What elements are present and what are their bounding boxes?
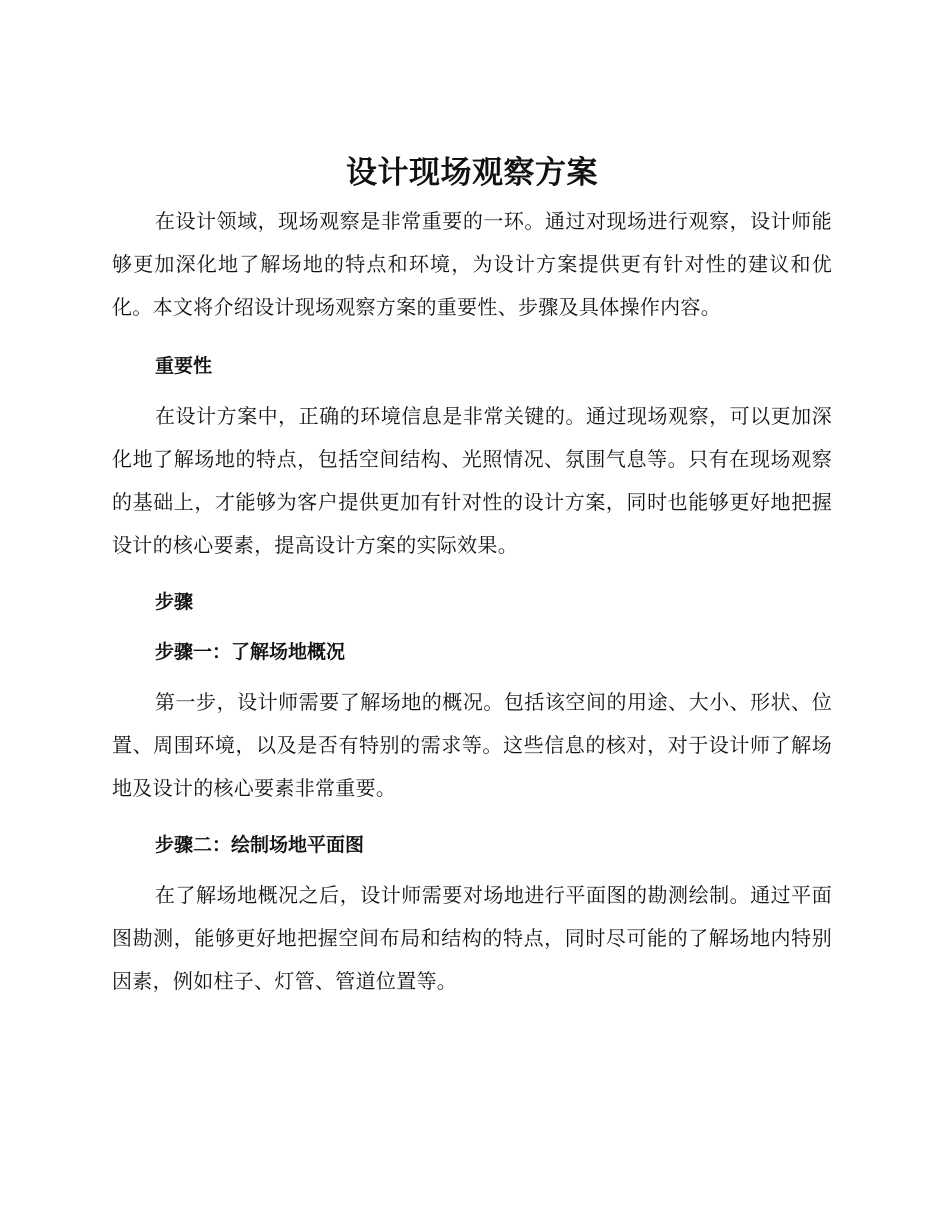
section-body-step-one: 第一步，设计师需要了解场地的概况。包括该空间的用途、大小、形状、位置、周围环境，以及是否有特别的需求等。这些信息的核对，对于设计师了解场地及设计的核心要素非常重要。 (112, 690, 832, 800)
section-body-step-two: 在了解场地概况之后，设计师需要对场地进行平面图的勘测绘制。通过平面图勘测，能够更好地把握空间布局和结构的特点，同时尽可能的了解场地内特别因素，例如柱子、灯管、管道位置等。 (112, 883, 832, 993)
document-title: 设计现场观察方案 (346, 155, 598, 191)
intro-paragraph: 在设计领域，现场观察是非常重要的一环。通过对现场进行观察，设计师能够更加深化地了解场地的特点和环境，为设计方案提供更有针对性的建议和优化。本文将介绍设计现场观察方案的重要性、步骤及具体操作内容。 (112, 209, 832, 319)
section-heading-importance: 重要性 (155, 355, 213, 377)
section-heading-step-one: 步骤一：了解场地概况 (155, 641, 346, 663)
document-page (112, 150, 832, 1003)
section-body-importance: 在设计方案中，正确的环境信息是非常关键的。通过现场观察，可以更加深化地了解场地的特点，包括空间结构、光照情况、氛围气息等。只有在现场观察的基础上，才能够为客户提供更加有针对性的设计方案，同时也能够更好地把握设计的核心要素，提高设计方案的实际效果。 (112, 404, 832, 557)
section-heading-steps: 步骤 (155, 591, 194, 613)
section-heading-step-two: 步骤二：绘制场地平面图 (155, 834, 365, 856)
